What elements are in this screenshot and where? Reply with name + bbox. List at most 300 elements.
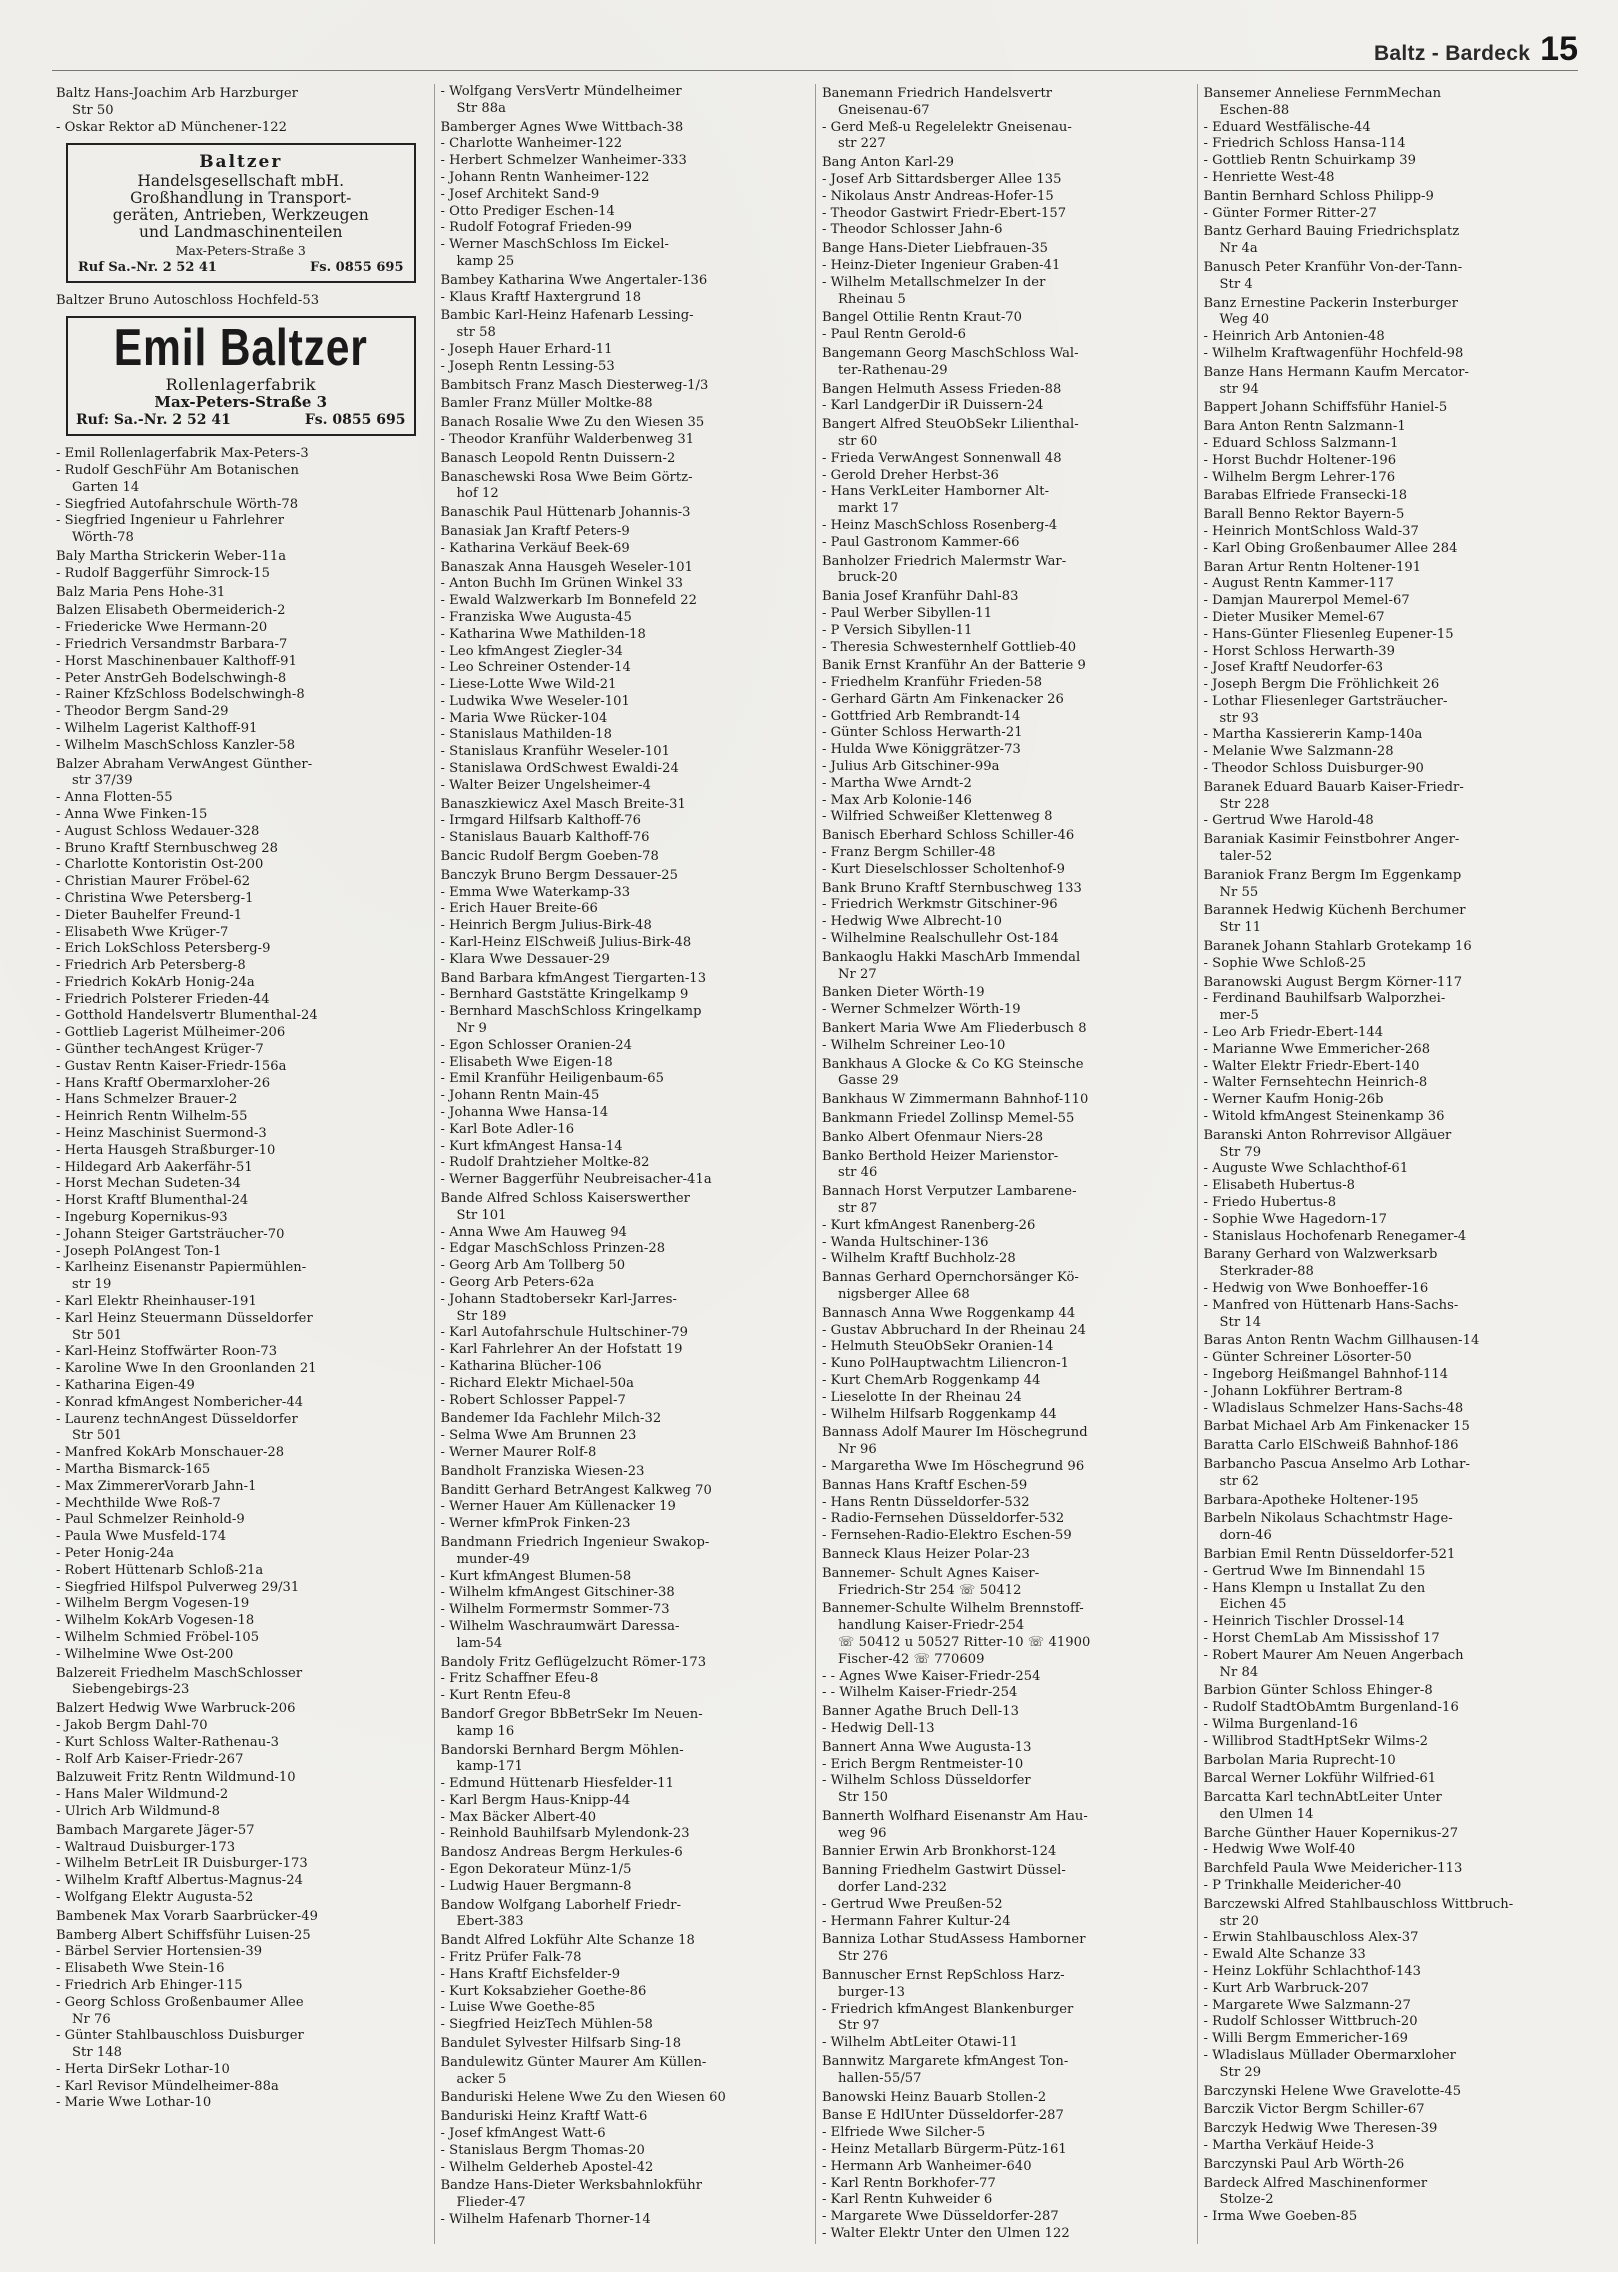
directory-subentry: - Johann Rentn Main-45 <box>440 1088 600 1104</box>
directory-subentry: - Marie Wwe Lothar-10 <box>56 2095 212 2111</box>
directory-entry: Balz Maria Pens Hohe-31 <box>56 584 226 600</box>
directory-subentry: - Hans Kraftf Eichsfelder-9 <box>440 1966 621 1982</box>
entry-continuation: Str 228 <box>1219 796 1270 812</box>
directory-subentry: - Willibrod StadtHptSekr Wilms-2 <box>1203 1733 1429 1749</box>
directory-subentry: - Edmund Hüttenarb Hiesfelder-11 <box>440 1776 674 1792</box>
directory-entry: Banner Agathe Bruch Dell-13 <box>822 1704 1020 1720</box>
entry-continuation: Str 11 <box>1219 920 1262 936</box>
directory-subentry: - Wilhelm Kraftwagenführ Hochfeld-98 <box>1203 345 1464 361</box>
entry-continuation: Flieder-47 <box>456 2195 526 2211</box>
directory-entry: Bangen Helmuth Assess Frieden-88 <box>822 381 1062 397</box>
directory-entry: Banse E HdlUnter Düsseldorfer-287 <box>822 2108 1064 2124</box>
directory-entry: Barbara-Apotheke Holtener-195 <box>1203 1492 1419 1508</box>
directory-subentry: - Werner kfmProk Finken-23 <box>440 1516 631 1532</box>
directory-subentry: - Ewald Alte Schanze 33 <box>1203 1947 1366 1963</box>
ad-description-line: geräten, Antrieben, Werkzeugen <box>112 206 369 225</box>
directory-subentry: - Elisabeth Hubertus-8 <box>1203 1178 1356 1194</box>
directory-subentry: - P Trinkhalle Meidericher-40 <box>1203 1878 1402 1894</box>
ad-telex: Fs. 0855 695 <box>304 412 406 429</box>
entry-continuation: Eschen-88 <box>1219 102 1290 118</box>
directory-entry: Balzert Hedwig Wwe Warbruck-206 <box>56 1701 296 1717</box>
directory-subentry: - Stanislaus Bauarb Kalthoff-76 <box>440 830 650 846</box>
directory-entry: Bandorf Gregor BbBetrSekr Im Neuen- <box>440 1706 703 1722</box>
entry-continuation: Ebert-383 <box>456 1914 524 1930</box>
ad-description-line: Großhandlung in Transport- <box>130 189 352 208</box>
directory-subentry: - Hedwig Wwe Wolf-40 <box>1203 1842 1356 1858</box>
directory-subentry: - Bruno Kraftf Sternbuschweg 28 <box>56 840 279 856</box>
directory-subentry: - Anna Wwe Am Hauweg 94 <box>440 1224 627 1240</box>
directory-subentry: - Rudolf Drahtzieher Moltke-82 <box>440 1155 650 1171</box>
directory-entry: Banaszkiewicz Axel Masch Breite-31 <box>440 796 686 812</box>
directory-subentry: - Karl Revisor Mündelheimer-88a <box>56 2078 279 2094</box>
directory-subentry: - Heinz Metallarb Bürgerm-Pütz-161 <box>822 2142 1067 2158</box>
directory-subentry: - Georg Arb Peters-62a <box>440 1274 595 1290</box>
directory-subentry: - Horst Buchdr Holtener-196 <box>1203 452 1397 468</box>
directory-subentry: - Wilfried Schweißer Klettenweg 8 <box>822 809 1053 825</box>
directory-subentry: - Wilhelm Lagerist Kalthoff-91 <box>56 720 258 736</box>
directory-entry: Barbian Emil Rentn Düsseldorfer-521 <box>1203 1546 1456 1562</box>
directory-subentry: - Witold kfmAngest Steinenkamp 36 <box>1203 1109 1445 1125</box>
directory-subentry: - Wilhelm Waschraumwärt Daressa- <box>440 1618 680 1634</box>
directory-entry: Barcal Werner Lokführ Wilfried-61 <box>1203 1771 1437 1787</box>
directory-subentry: - Max ZimmererVorarb Jahn-1 <box>56 1478 257 1494</box>
directory-subentry: - Margaretha Wwe Im Höschegrund 96 <box>822 1458 1085 1474</box>
entry-continuation: acker 5 <box>456 2071 507 2087</box>
directory-entry: Bambic Karl-Heinz Hafenarb Lessing- <box>440 308 694 324</box>
directory-subentry: - Gustav Abbruchard In der Rheinau 24 <box>822 1322 1087 1338</box>
directory-entry: Bannert Anna Wwe Augusta-13 <box>822 1739 1032 1755</box>
entry-continuation: ter-Rathenau-29 <box>838 362 948 378</box>
directory-subentry: - Wilhelmine Wwe Ost-200 <box>56 1646 234 1662</box>
entry-list <box>1204 86 1575 2226</box>
directory-subentry: - Stanislaus Mathilden-18 <box>440 727 612 743</box>
directory-subentry: - Joseph Bergm Die Fröhlichkeit 26 <box>1203 677 1440 693</box>
directory-subentry: - Bernhard MaschSchloss Kringelkamp <box>440 1004 702 1020</box>
directory-subentry: - Josef kfmAngest Watt-6 <box>440 2126 606 2142</box>
ad-phone: Ruf Sa.-Nr. 2 52 41 <box>78 260 217 276</box>
directory-subentry: - Theodor Schlosser Jahn-6 <box>822 222 1003 238</box>
ad-address: Max-Peters-Straße 3 <box>154 393 328 412</box>
directory-subentry: - Auguste Wwe Schlachthof-61 <box>1203 1161 1409 1177</box>
directory-subentry: - Friedrich Polsterer Frieden-44 <box>56 991 270 1007</box>
directory-subentry: - Paul Gastronom Kammer-66 <box>822 534 1020 550</box>
directory-subentry: - Robert Schlosser Pappel-7 <box>440 1392 626 1408</box>
ad-contact-row <box>74 259 408 277</box>
directory-subentry: - Willi Bergm Emmericher-169 <box>1203 2031 1408 2047</box>
directory-subentry: - Leo Schreiner Ostender-14 <box>440 660 631 676</box>
entry-continuation: Str 276 <box>838 1949 888 1965</box>
directory-subentry: - Horst Mechan Sudeten-34 <box>56 1176 241 1192</box>
directory-entry: Banko Berthold Heizer Marienstor- <box>822 1148 1059 1164</box>
page-header <box>1374 26 1578 66</box>
directory-subentry: - Friedrich KokArb Honig-24a <box>56 974 255 990</box>
directory-subentry: - Karl Fahrlehrer An der Hofstatt 19 <box>440 1342 683 1358</box>
directory-subentry: - Peter Honig-24a <box>56 1545 175 1561</box>
directory-subentry: - Erich Bergm Rentmeister-10 <box>822 1756 1024 1772</box>
entry-continuation: str 94 <box>1219 381 1259 397</box>
directory-subentry: - Wilma Burgenland-16 <box>1203 1716 1358 1732</box>
directory-subentry: - Günter Schloss Herwarth-21 <box>822 725 1023 741</box>
entry-continuation: Eichen 45 <box>1219 1597 1287 1613</box>
directory-subentry: - Johann Stadtobersekr Karl-Jarres- <box>440 1291 677 1307</box>
directory-subentry: - Kurt Dieselschlosser Scholtenhof-9 <box>822 861 1065 877</box>
directory-subentry: - Paul Rentn Gerold-6 <box>822 327 967 343</box>
directory-subentry: - Hermann Arb Wanheimer-640 <box>822 2158 1032 2174</box>
directory-subentry: - Anna Flotten-55 <box>56 790 173 806</box>
directory-subentry: - Karoline Wwe In den Groonlanden 21 <box>56 1361 317 1377</box>
directory-subentry: - Werner Baggerführ Neubreisacher-41a <box>440 1172 712 1188</box>
directory-entry: Bankhaus W Zimmermann Bahnhof-110 <box>822 1092 1089 1108</box>
directory-subentry: - Kuno PolHauptwachtm Liliencron-1 <box>822 1356 1070 1372</box>
directory-entry: Banze Hans Hermann Kaufm Mercator- <box>1203 364 1469 380</box>
directory-subentry: - Friedhelm Kranführ Frieden-58 <box>822 675 1043 691</box>
entry-continuation: Nr 96 <box>838 1442 877 1458</box>
directory-subentry: - Franziska Wwe Augusta-45 <box>440 609 632 625</box>
directory-subentry: - Kurt Koksabzieher Goethe-86 <box>440 1983 647 1999</box>
directory-entry: Balzuweit Fritz Rentn Wildmund-10 <box>56 1770 296 1786</box>
directory-subentry: - Hans Rentn Düsseldorfer-532 <box>822 1494 1030 1510</box>
directory-subentry: - Günter Former Ritter-27 <box>1203 205 1377 221</box>
directory-subentry: - Herta Hausgeh Straßburger-10 <box>56 1142 276 1158</box>
directory-entry: Bantz Gerhard Bauing Friedrichsplatz <box>1203 224 1460 240</box>
directory-subentry: - Wilhelm Schloss Düsseldorfer <box>822 1773 1031 1789</box>
directory-entry: Bantin Bernhard Schloss Philipp-9 <box>1203 188 1434 204</box>
entry-continuation: dorn-46 <box>1219 1528 1272 1544</box>
ad-company-name: Baltzer <box>199 152 283 173</box>
directory-entry: Bamberg Albert Schiffsführ Luisen-25 <box>56 1927 311 1943</box>
entry-continuation: kamp 25 <box>456 253 515 269</box>
directory-subentry: - Wladislaus Müllader Obermarxloher <box>1203 2048 1456 2064</box>
directory-subentry: - Walter Fernsehtechn Heinrich-8 <box>1203 1075 1428 1091</box>
directory-subentry: - Erich Hauer Breite-66 <box>440 901 598 917</box>
directory-subentry: - Charlotte Wanheimer-122 <box>440 136 623 152</box>
directory-subentry: - - Wilhelm Kaiser-Friedr-254 <box>822 1685 1018 1701</box>
entry-continuation: Garten 14 <box>72 479 140 495</box>
entry-continuation: kamp 16 <box>456 1723 515 1739</box>
directory-subentry: - Melanie Wwe Salzmann-28 <box>1203 744 1394 760</box>
directory-entry: Banasiak Jan Kraftf Peters-9 <box>440 523 630 539</box>
directory-subentry: - Walter Elektr Friedr-Ebert-140 <box>1203 1058 1420 1074</box>
directory-entry: Bancic Rudolf Bergm Goeben-78 <box>440 849 659 865</box>
directory-subentry: - Wilhelm Schreiner Leo-10 <box>822 1037 1006 1053</box>
directory-entry: Balzer Abraham VerwAngest Günther- <box>56 756 313 772</box>
directory-subentry: - Ulrich Arb Wildmund-8 <box>56 1803 220 1819</box>
directory-subentry: - Kurt kfmAngest Blumen-58 <box>440 1568 632 1584</box>
directory-columns <box>52 84 1578 2244</box>
entry-continuation: mer-5 <box>1219 1008 1259 1024</box>
directory-subentry: - Martha Bismarck-165 <box>56 1462 211 1477</box>
directory-subentry: - Helmuth SteuObSekr Oranien-14 <box>822 1339 1054 1355</box>
entry-list <box>56 446 430 2112</box>
directory-subentry: - August Schloss Wedauer-328 <box>56 823 260 839</box>
directory-subentry: - Walter Elektr Unter den Ulmen 122 <box>822 2226 1070 2242</box>
directory-subentry: - Katharina Verkäuf Beek-69 <box>440 540 630 556</box>
directory-subentry: - Lieselotte In der Rheinau 24 <box>822 1389 1022 1405</box>
directory-subentry: - Karl Heinz Steuermann Düsseldorfer <box>56 1310 313 1326</box>
directory-subentry: - Georg Schloss Großenbaumer Allee <box>56 1994 304 2010</box>
directory-subentry: - Joseph PolAngest Ton-1 <box>56 1243 222 1259</box>
directory-subentry: - Stanislaus Hochofenarb Renegamer-4 <box>1203 1228 1467 1244</box>
entry-continuation: Str 97 <box>838 2018 880 2034</box>
directory-entry: Banneck Klaus Heizer Polar-23 <box>822 1546 1030 1562</box>
directory-subentry: - Dieter Musiker Memel-67 <box>1203 609 1385 625</box>
directory-subentry: - Fernsehen-Radio-Elektro Eschen-59 <box>822 1528 1072 1544</box>
directory-subentry: - Friedrich Arb Ehinger-115 <box>56 1977 243 1993</box>
entry-continuation: str 60 <box>838 433 878 449</box>
directory-entry: Bannas Gerhard Opernchorsänger Kö- <box>822 1270 1079 1286</box>
directory-subentry: - Hermann Fahrer Kultur-24 <box>822 1913 1011 1929</box>
running-header-title: Baltz - Bardeck <box>1373 42 1531 65</box>
directory-subentry: - Siegfried HeizTech Mühlen-58 <box>440 2017 653 2033</box>
directory-subentry: - Hedwig Dell-13 <box>822 1720 935 1736</box>
ad-description-line: und Landmaschinenteilen <box>139 223 343 242</box>
entry-continuation: Str 150 <box>838 1790 888 1806</box>
directory-subentry: - Josef Kraftf Neudorfer-63 <box>1203 660 1384 676</box>
directory-subentry: - Karlheinz Eisenanstr Papiermühlen- <box>56 1260 307 1276</box>
entry-continuation: weg 96 <box>838 1825 887 1841</box>
entry-continuation: Nr 27 <box>838 966 877 982</box>
directory-entry: Banning Friedhelm Gastwirt Düssel- <box>822 1863 1066 1879</box>
directory-subentry: - Johann Lokführer Bertram-8 <box>1203 1383 1403 1399</box>
directory-subentry: - Rudolf Baggerführ Simrock-15 <box>56 565 271 581</box>
directory-subentry: - Maria Wwe Rücker-104 <box>440 710 608 726</box>
directory-subentry: - Wilhelm BetrLeit IR Duisburger-173 <box>56 1856 308 1872</box>
entry-continuation: Nr 9 <box>456 1021 487 1037</box>
directory-entry: Bansemer Anneliese FernmMechan <box>1203 86 1442 101</box>
directory-subentry: - Hildegard Arb Aakerfähr-51 <box>56 1159 253 1175</box>
directory-entry: Bangel Ottilie Rentn Kraut-70 <box>822 310 1023 326</box>
directory-entry: Baranowski August Bergm Körner-117 <box>1203 974 1463 990</box>
directory-subentry: - Friedericke Wwe Hermann-20 <box>56 620 268 636</box>
directory-entry: Bannwitz Margarete kfmAngest Ton- <box>822 2054 1069 2070</box>
directory-entry: Bandt Alfred Lokführ Alte Schanze 18 <box>440 1933 695 1949</box>
directory-entry: Banko Albert Ofenmaur Niers-28 <box>822 1129 1044 1145</box>
directory-subentry: - Werner Maurer Rolf-8 <box>440 1444 597 1460</box>
directory-subentry: - Friedo Hubertus-8 <box>1203 1195 1337 1210</box>
directory-entry: Baly Martha Strickerin Weber-11a <box>56 548 287 564</box>
entry-continuation: Weg 40 <box>1219 312 1270 328</box>
entry-continuation: Fischer-42 ☏ 770609 <box>838 1651 985 1667</box>
directory-entry: Bandze Hans-Dieter Werksbahnlokführ <box>440 2178 703 2194</box>
directory-subentry: - Radio-Fernsehen Düsseldorfer-532 <box>822 1511 1065 1527</box>
entry-continuation: Nr 84 <box>1219 1664 1259 1680</box>
directory-subentry: - Wilhelm Formermstr Sommer-73 <box>440 1602 670 1618</box>
directory-subentry: - Sophie Wwe Hagedorn-17 <box>1203 1211 1388 1227</box>
directory-entry: Bandosz Andreas Bergm Herkules-6 <box>440 1845 683 1861</box>
directory-subentry: - Paul Schmelzer Reinhold-9 <box>56 1512 245 1528</box>
directory-subentry: - Katharina Eigen-49 <box>56 1378 195 1394</box>
directory-subentry: - Gottlieb Lagerist Mülheimer-206 <box>56 1025 286 1041</box>
directory-subentry: - Ludwika Wwe Weseler-101 <box>440 693 630 709</box>
directory-subentry: - Leo kfmAngest Ziegler-34 <box>440 643 623 659</box>
entry-continuation: bruck-20 <box>838 570 898 586</box>
directory-subentry: - Wladislaus Schmelzer Hans-Sachs-48 <box>1203 1400 1464 1416</box>
entry-continuation: ☏ 50412 u 50527 Ritter-10 ☏ 41900 <box>838 1634 1091 1650</box>
directory-subentry: - Egon Schlosser Oranien-24 <box>440 1037 632 1053</box>
directory-entry: Banusch Peter Kranführ Von-der-Tann- <box>1203 259 1463 275</box>
directory-entry: Band Barbara kfmAngest Tiergarten-13 <box>440 970 707 986</box>
directory-entry: Barbeln Nikolaus Schachtmstr Hage- <box>1203 1511 1453 1527</box>
directory-subentry: - August Rentn Kammer-117 <box>1203 576 1394 592</box>
entry-list <box>441 84 812 2229</box>
directory-subentry: - Karl LandgerDir iR Duissern-24 <box>822 398 1044 414</box>
directory-subentry: - Wilhelm Schmied Fröbel-105 <box>56 1629 260 1645</box>
directory-subentry: - Stanislawa OrdSchwest Ewaldi-24 <box>440 761 679 777</box>
directory-entry: Bannuscher Ernst RepSchloss Harz- <box>822 1968 1065 1984</box>
directory-subentry: - Heinrich Tischler Drossel-14 <box>1203 1614 1405 1630</box>
directory-subentry: - Siegfried Hilfspol Pulverweg 29/31 <box>56 1579 300 1595</box>
directory-entry: Bannemer-Schulte Wilhelm Brennstoff- <box>822 1601 1084 1617</box>
directory-entry: Barabas Elfriede Fransecki-18 <box>1203 488 1408 504</box>
advertisement-emil-baltzer <box>66 316 416 436</box>
directory-entry: Bankmann Friedel Zollinsp Memel-55 <box>822 1111 1075 1127</box>
header-rule <box>52 70 1578 71</box>
directory-entry: Bannerth Wolfhard Eisenanstr Am Hau- <box>822 1808 1088 1824</box>
directory-subentry: - Elisabeth Wwe Stein-16 <box>56 1961 225 1977</box>
directory-entry: Bandulewitz Günter Maurer Am Küllen- <box>440 2054 707 2070</box>
directory-subentry: - Irma Wwe Goeben-85 <box>1203 2209 1358 2225</box>
directory-entry: Bankhaus A Glocke & Co KG Steinsche <box>822 1056 1084 1072</box>
directory-subentry: - Rainer KfzSchloss Bodelschwingh-8 <box>56 687 305 703</box>
directory-subentry: - Gotthold Handelsvertr Blumenthal-24 <box>56 1008 318 1024</box>
directory-entry: Bamberger Agnes Wwe Wittbach-38 <box>440 119 684 135</box>
directory-subentry: - Wilhelm MaschSchloss Kanzler-58 <box>56 737 296 753</box>
directory-subentry: - Gerd Meß-u Regelelektr Gneisenau- <box>822 119 1072 135</box>
directory-entry: Barany Gerhard von Walzwerksarb <box>1203 1247 1438 1263</box>
directory-subentry: - Erwin Stahlbauschloss Alex-37 <box>1203 1930 1419 1946</box>
directory-entry: Banowski Heinz Bauarb Stollen-2 <box>822 2089 1047 2105</box>
directory-subentry: - Wanda Hultschiner-136 <box>822 1234 989 1250</box>
directory-subentry: - Werner Kaufm Honig-26b <box>1203 1092 1384 1108</box>
directory-entry: Banisch Eberhard Schloss Schiller-46 <box>822 828 1075 844</box>
entry-continuation: hallen-55/57 <box>838 2070 922 2086</box>
directory-subentry: - Otto Prediger Eschen-14 <box>440 203 615 219</box>
directory-subentry: - Gertrud Wwe Harold-48 <box>1203 813 1374 829</box>
directory-entry: Balzereit Friedhelm MaschSchlosser <box>56 1665 303 1681</box>
directory-subentry: - Bärbel Servier Hortensien-39 <box>56 1944 263 1960</box>
directory-entry: Bannier Erwin Arb Bronkhorst-124 <box>822 1844 1057 1860</box>
directory-entry: Barbion Günter Schloss Ehinger-8 <box>1203 1683 1433 1699</box>
directory-entry: Banduriski Helene Wwe Zu den Wiesen 60 <box>440 2090 726 2106</box>
directory-entry: Banach Rosalie Wwe Zu den Wiesen 35 <box>440 415 705 431</box>
directory-subentry: - Karl-Heinz ElSchweiß Julius-Birk-48 <box>440 935 692 951</box>
directory-entry: Bappert Johann Schiffsführ Haniel-5 <box>1203 400 1448 416</box>
directory-entry: Banholzer Friedrich Malermstr War- <box>822 553 1067 569</box>
directory-subentry: - Hans Maler Wildmund-2 <box>56 1787 229 1803</box>
directory-subentry: - Karl Autofahrschule Hultschiner-79 <box>440 1325 688 1341</box>
directory-subentry: - Elfriede Wwe Silcher-5 <box>822 2125 986 2141</box>
directory-subentry: - Walter Beizer Ungelsheimer-4 <box>440 777 652 793</box>
directory-subentry: - Günther techAngest Krüger-7 <box>56 1042 264 1058</box>
directory-subentry: - Hedwig Wwe Albrecht-10 <box>822 914 1002 930</box>
entry-continuation: str 62 <box>1219 1473 1259 1489</box>
directory-entry: Barcatta Karl technAbtLeiter Unter <box>1203 1790 1442 1806</box>
directory-subentry: - Josef Arb Sittardsberger Allee 135 <box>822 171 1062 187</box>
entry-continuation: taler-52 <box>1219 849 1273 865</box>
entry-continuation: Gasse 29 <box>838 1073 899 1089</box>
directory-subentry: - Horst Maschinenbauer Kalthoff-91 <box>56 653 297 669</box>
directory-subentry: - Katharina Wwe Mathilden-18 <box>440 626 646 642</box>
directory-entry: Bania Josef Kranführ Dahl-83 <box>822 589 1019 605</box>
directory-subentry: - Sophie Wwe Schloß-25 <box>1203 955 1367 971</box>
directory-entry: Barczik Victor Bergm Schiller-67 <box>1203 2102 1425 2118</box>
directory-entry: Barannek Hedwig Küchenh Berchumer <box>1203 903 1466 919</box>
directory-entry: Baranski Anton Rohrrevisor Allgäuer <box>1203 1127 1452 1143</box>
entry-continuation: Str 148 <box>72 2045 122 2061</box>
directory-entry: Barczynski Helene Wwe Gravelotte-45 <box>1203 2083 1462 2099</box>
directory-subentry: - Hulda Wwe Königgrätzer-73 <box>822 742 1021 758</box>
entry-continuation: handlung Kaiser-Friedr-254 <box>838 1618 1025 1634</box>
directory-entry: Baraniak Kasimir Feinstbohrer Anger- <box>1203 832 1460 848</box>
directory-entry: Balzen Elisabeth Obermeiderich-2 <box>56 603 286 619</box>
directory-entry: Bannasch Anna Wwe Roggenkamp 44 <box>822 1305 1076 1321</box>
directory-subentry: - Oskar Rektor aD Münchener-122 <box>56 119 287 135</box>
directory-subentry: - - Agnes Wwe Kaiser-Friedr-254 <box>822 1668 1041 1684</box>
directory-entry: Banik Ernst Kranführ An der Batterie 9 <box>822 658 1086 674</box>
directory-subentry: - Max Arb Kolonie-146 <box>822 792 972 808</box>
directory-subentry: - Herbert Schmelzer Wanheimer-333 <box>440 153 687 169</box>
directory-subentry: - Johann Steiger Gartsträucher-70 <box>56 1226 285 1242</box>
directory-subentry: - Manfred von Hüttenarb Hans-Sachs- <box>1203 1297 1459 1313</box>
ad-address: Max-Peters-Straße 3 <box>175 243 306 259</box>
directory-subentry: - Kurt Arb Warbruck-207 <box>1203 1980 1370 1996</box>
entry-continuation: Str 50 <box>72 102 114 118</box>
directory-subentry: - Hans VerkLeiter Hamborner Alt- <box>822 484 1050 500</box>
directory-subentry: - Joseph Hauer Erhard-11 <box>440 341 613 357</box>
directory-subentry: - Wolfgang VersVertr Mündelheimer <box>440 84 682 99</box>
entry-continuation: burger-13 <box>838 1984 905 2000</box>
directory-subentry: - Stanislaus Bergm Thomas-20 <box>440 2142 645 2158</box>
entry-continuation: Str 88a <box>456 100 506 116</box>
directory-subentry: - Paula Wwe Musfeld-174 <box>56 1529 227 1545</box>
directory-subentry: - Wilhelm KokArb Vogesen-18 <box>56 1613 255 1629</box>
directory-entry: Bambach Margarete Jäger-57 <box>56 1822 255 1838</box>
directory-subentry: - Siegfried Ingenieur u Fahrlehrer <box>56 513 285 529</box>
directory-column-3 <box>815 84 1197 2244</box>
directory-entry: Baranek Johann Stahlarb Grotekamp 16 <box>1203 939 1472 955</box>
directory-column-2 <box>434 84 816 2244</box>
directory-subentry: - Rudolf Fotograf Frieden-99 <box>440 220 633 236</box>
entry-continuation: Str 101 <box>456 1207 507 1223</box>
entry-continuation: hof 12 <box>456 486 499 502</box>
directory-subentry: - Emma Wwe Waterkamp-33 <box>440 884 631 900</box>
directory-subentry: - Robert Maurer Am Neuen Angerbach <box>1203 1647 1464 1663</box>
directory-subentry: - Martha Kassiererin Kamp-140a <box>1203 727 1423 743</box>
entry-continuation: Str 29 <box>1219 2064 1262 2080</box>
directory-subentry: - Johanna Wwe Hansa-14 <box>440 1105 609 1121</box>
entry-list <box>56 86 430 136</box>
directory-subentry: - Eduard Westfälische-44 <box>1203 119 1371 135</box>
directory-subentry: - Waltraud Duisburger-173 <box>56 1839 236 1855</box>
directory-subentry: - Christina Wwe Petersberg-1 <box>56 890 254 906</box>
entry-continuation: lam-54 <box>456 1635 503 1651</box>
directory-subentry: - Nikolaus Anstr Andreas-Hofer-15 <box>822 188 1054 204</box>
directory-subentry: - Max Bäcker Albert-40 <box>440 1809 597 1825</box>
directory-subentry: - Werner MaschSchloss Im Eickel- <box>440 237 669 253</box>
directory-subentry: - Theodor Gastwirt Friedr-Ebert-157 <box>822 205 1067 221</box>
directory-entry: Bardeck Alfred Maschinenformer <box>1203 2175 1428 2191</box>
directory-subentry: - Friedrich Werkmstr Gitschiner-96 <box>822 897 1058 913</box>
directory-entry: Banditt Gerhard BetrAngest Kalkweg 70 <box>440 1482 712 1498</box>
directory-entry: Bannas Hans Kraftf Eschen-59 <box>822 1477 1028 1493</box>
entry-continuation: Str 501 <box>72 1428 122 1444</box>
directory-subentry: - Wilhelm Hafenarb Thorner-14 <box>440 2212 651 2228</box>
directory-subentry: - Wilhelm Metallschmelzer In der <box>822 274 1046 290</box>
directory-subentry: - Karl-Heinz Stoffwärter Roon-73 <box>56 1344 278 1360</box>
directory-entry: Baranek Eduard Bauarb Kaiser-Friedr- <box>1203 779 1464 795</box>
directory-subentry: - Elisabeth Wwe Krüger-7 <box>56 924 229 940</box>
directory-entry: Bangert Alfred SteuObSekr Lilienthal- <box>822 417 1079 433</box>
